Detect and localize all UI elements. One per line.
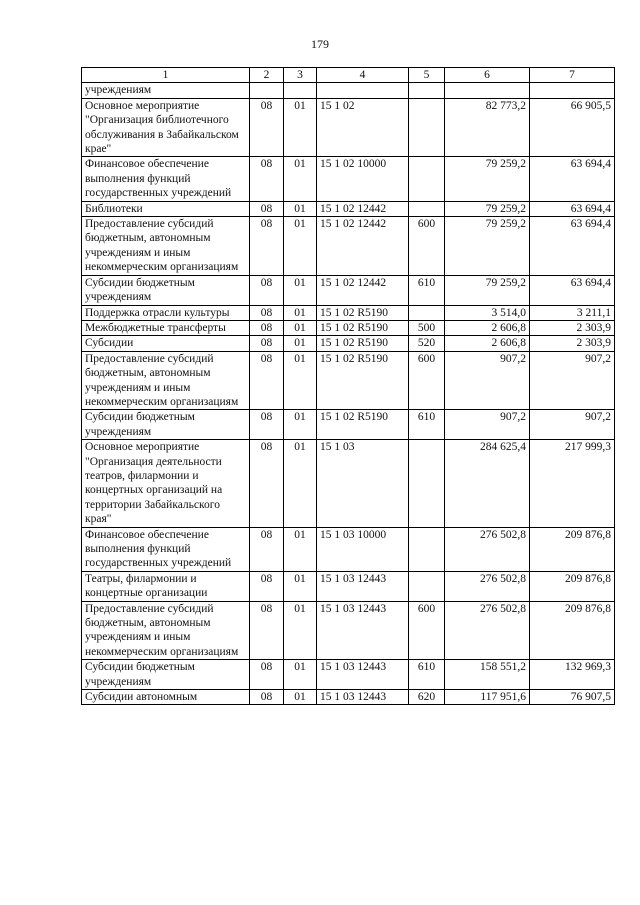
subsection-code-cell: 01 — [284, 601, 317, 660]
target-article-cell: 15 1 03 12443 — [317, 660, 409, 690]
item-name-cell: Финансовое обеспечение выполнения функций государственных учреждений — [82, 527, 250, 571]
amount-cell: 907,2 — [445, 410, 530, 440]
table-row — [82, 660, 615, 690]
item-name-cell: Предоставление субсидий бюджетным, автономным учреждениям и иным некоммерческим организациям — [82, 217, 250, 276]
amount-cell: 907,2 — [445, 351, 530, 410]
item-name-cell: Основное мероприятие "Организация деятельности театров, филармонии и концертных организаций на территории Забайкальского края" — [82, 440, 250, 527]
page-number: 179 — [311, 37, 329, 51]
subsection-code-cell: 01 — [284, 410, 317, 440]
expense-type-cell: 610 — [409, 660, 445, 690]
section-code-cell: 08 — [250, 660, 284, 690]
target-article-cell: 15 1 02 R5190 — [317, 351, 409, 410]
amount-cell: 209 876,8 — [530, 601, 615, 660]
amount-cell: 63 694,4 — [530, 217, 615, 276]
amount-cell: 907,2 — [530, 410, 615, 440]
item-name-cell: Театры, филармонии и концертные организации — [82, 571, 250, 601]
amount-cell: 209 876,8 — [530, 571, 615, 601]
subsection-code-cell: 01 — [284, 571, 317, 601]
amount-cell: 2 303,9 — [530, 336, 615, 351]
header-row — [82, 68, 615, 83]
item-name-cell: Предоставление субсидий бюджетным, автономным учреждениям и иным некоммерческим организациям — [82, 351, 250, 410]
table-row — [82, 83, 615, 98]
subsection-code-cell: 01 — [284, 305, 317, 320]
table-row — [82, 440, 615, 527]
table-row — [82, 690, 615, 705]
item-name-cell: Субсидии бюджетным учреждениям — [82, 275, 250, 305]
amount-cell: 132 969,3 — [530, 660, 615, 690]
item-name-cell: Финансовое обеспечение выполнения функций государственных учреждений — [82, 157, 250, 201]
subsection-code-cell: 01 — [284, 351, 317, 410]
section-code-cell: 08 — [250, 440, 284, 527]
subsection-code-cell — [284, 83, 317, 98]
section-code-cell: 08 — [250, 275, 284, 305]
amount-cell — [530, 83, 615, 98]
target-article-cell: 15 1 03 12443 — [317, 571, 409, 601]
amount-cell: 284 625,4 — [445, 440, 530, 527]
amount-cell: 2 606,8 — [445, 320, 530, 335]
item-name-cell: учреждениям — [82, 83, 250, 98]
target-article-cell: 15 1 03 — [317, 440, 409, 527]
item-name-cell: Библиотеки — [82, 201, 250, 216]
table-body — [82, 83, 615, 705]
table-row — [82, 336, 615, 351]
item-name-cell: Субсидии — [82, 336, 250, 351]
amount-cell — [445, 83, 530, 98]
item-name-cell: Основное мероприятие "Организация библиотечного обслуживания в Забайкальском крае" — [82, 98, 250, 157]
subsection-code-cell: 01 — [284, 336, 317, 351]
section-code-cell: 08 — [250, 601, 284, 660]
table-row — [82, 601, 615, 660]
table-row — [82, 201, 615, 216]
table-row — [82, 98, 615, 157]
header-cell: 3 — [284, 68, 317, 83]
subsection-code-cell: 01 — [284, 275, 317, 305]
amount-cell: 276 502,8 — [445, 527, 530, 571]
section-code-cell: 08 — [250, 320, 284, 335]
expense-type-cell — [409, 305, 445, 320]
section-code-cell: 08 — [250, 410, 284, 440]
subsection-code-cell: 01 — [284, 98, 317, 157]
subsection-code-cell: 01 — [284, 157, 317, 201]
expense-type-cell: 610 — [409, 410, 445, 440]
section-code-cell: 08 — [250, 690, 284, 705]
amount-cell: 63 694,4 — [530, 201, 615, 216]
expense-type-cell — [409, 571, 445, 601]
amount-cell: 117 951,6 — [445, 690, 530, 705]
amount-cell: 209 876,8 — [530, 527, 615, 571]
expense-type-cell — [409, 98, 445, 157]
amount-cell: 3 211,1 — [530, 305, 615, 320]
subsection-code-cell: 01 — [284, 440, 317, 527]
subsection-code-cell: 01 — [284, 527, 317, 571]
section-code-cell: 08 — [250, 336, 284, 351]
amount-cell: 79 259,2 — [445, 275, 530, 305]
amount-cell: 276 502,8 — [445, 601, 530, 660]
section-code-cell: 08 — [250, 98, 284, 157]
section-code-cell: 08 — [250, 157, 284, 201]
header-cell: 7 — [530, 68, 615, 83]
section-code-cell: 08 — [250, 571, 284, 601]
amount-cell: 79 259,2 — [445, 217, 530, 276]
subsection-code-cell: 01 — [284, 690, 317, 705]
header-cell: 6 — [445, 68, 530, 83]
target-article-cell: 15 1 02 R5190 — [317, 336, 409, 351]
amount-cell: 907,2 — [530, 351, 615, 410]
target-article-cell: 15 1 02 12442 — [317, 275, 409, 305]
table-row — [82, 527, 615, 571]
amount-cell: 66 905,5 — [530, 98, 615, 157]
amount-cell: 79 259,2 — [445, 157, 530, 201]
amount-cell: 2 606,8 — [445, 336, 530, 351]
expense-type-cell — [409, 83, 445, 98]
header-cell: 4 — [317, 68, 409, 83]
target-article-cell: 15 1 02 — [317, 98, 409, 157]
amount-cell: 76 907,5 — [530, 690, 615, 705]
table-row — [82, 320, 615, 335]
amount-cell: 63 694,4 — [530, 157, 615, 201]
table-row — [82, 571, 615, 601]
expense-type-cell: 500 — [409, 320, 445, 335]
section-code-cell: 08 — [250, 527, 284, 571]
item-name-cell: Субсидии бюджетным учреждениям — [82, 660, 250, 690]
section-code-cell: 08 — [250, 217, 284, 276]
expense-type-cell: 600 — [409, 601, 445, 660]
table-row — [82, 217, 615, 276]
table-row — [82, 351, 615, 410]
subsection-code-cell: 01 — [284, 217, 317, 276]
amount-cell: 2 303,9 — [530, 320, 615, 335]
table-row — [82, 275, 615, 305]
budget-table — [81, 67, 615, 705]
target-article-cell: 15 1 02 12442 — [317, 217, 409, 276]
header-cell: 2 — [250, 68, 284, 83]
subsection-code-cell: 01 — [284, 660, 317, 690]
section-code-cell: 08 — [250, 351, 284, 410]
item-name-cell: Субсидии автономным — [82, 690, 250, 705]
expense-type-cell — [409, 157, 445, 201]
item-name-cell: Субсидии бюджетным учреждениям — [82, 410, 250, 440]
expense-type-cell — [409, 440, 445, 527]
section-code-cell — [250, 83, 284, 98]
subsection-code-cell: 01 — [284, 320, 317, 335]
target-article-cell: 15 1 02 12442 — [317, 201, 409, 216]
target-article-cell — [317, 83, 409, 98]
target-article-cell: 15 1 03 12443 — [317, 690, 409, 705]
item-name-cell: Межбюджетные трансферты — [82, 320, 250, 335]
target-article-cell: 15 1 02 R5190 — [317, 410, 409, 440]
header-cell: 1 — [82, 68, 250, 83]
amount-cell: 3 514,0 — [445, 305, 530, 320]
amount-cell: 276 502,8 — [445, 571, 530, 601]
section-code-cell: 08 — [250, 201, 284, 216]
header-cell: 5 — [409, 68, 445, 83]
subsection-code-cell: 01 — [284, 201, 317, 216]
expense-type-cell: 600 — [409, 351, 445, 410]
section-code-cell: 08 — [250, 305, 284, 320]
expense-type-cell: 600 — [409, 217, 445, 276]
expense-type-cell — [409, 527, 445, 571]
amount-cell: 63 694,4 — [530, 275, 615, 305]
item-name-cell: Поддержка отрасли культуры — [82, 305, 250, 320]
expense-type-cell: 620 — [409, 690, 445, 705]
expense-type-cell — [409, 201, 445, 216]
amount-cell: 158 551,2 — [445, 660, 530, 690]
target-article-cell: 15 1 03 10000 — [317, 527, 409, 571]
amount-cell: 79 259,2 — [445, 201, 530, 216]
item-name-cell: Предоставление субсидий бюджетным, автономным учреждениям и иным некоммерческим организациям — [82, 601, 250, 660]
amount-cell: 217 999,3 — [530, 440, 615, 527]
target-article-cell: 15 1 02 10000 — [317, 157, 409, 201]
amount-cell: 82 773,2 — [445, 98, 530, 157]
expense-type-cell: 520 — [409, 336, 445, 351]
target-article-cell: 15 1 03 12443 — [317, 601, 409, 660]
target-article-cell: 15 1 02 R5190 — [317, 320, 409, 335]
table-row — [82, 305, 615, 320]
table-row — [82, 410, 615, 440]
target-article-cell: 15 1 02 R5190 — [317, 305, 409, 320]
expense-type-cell: 610 — [409, 275, 445, 305]
table-row — [82, 157, 615, 201]
